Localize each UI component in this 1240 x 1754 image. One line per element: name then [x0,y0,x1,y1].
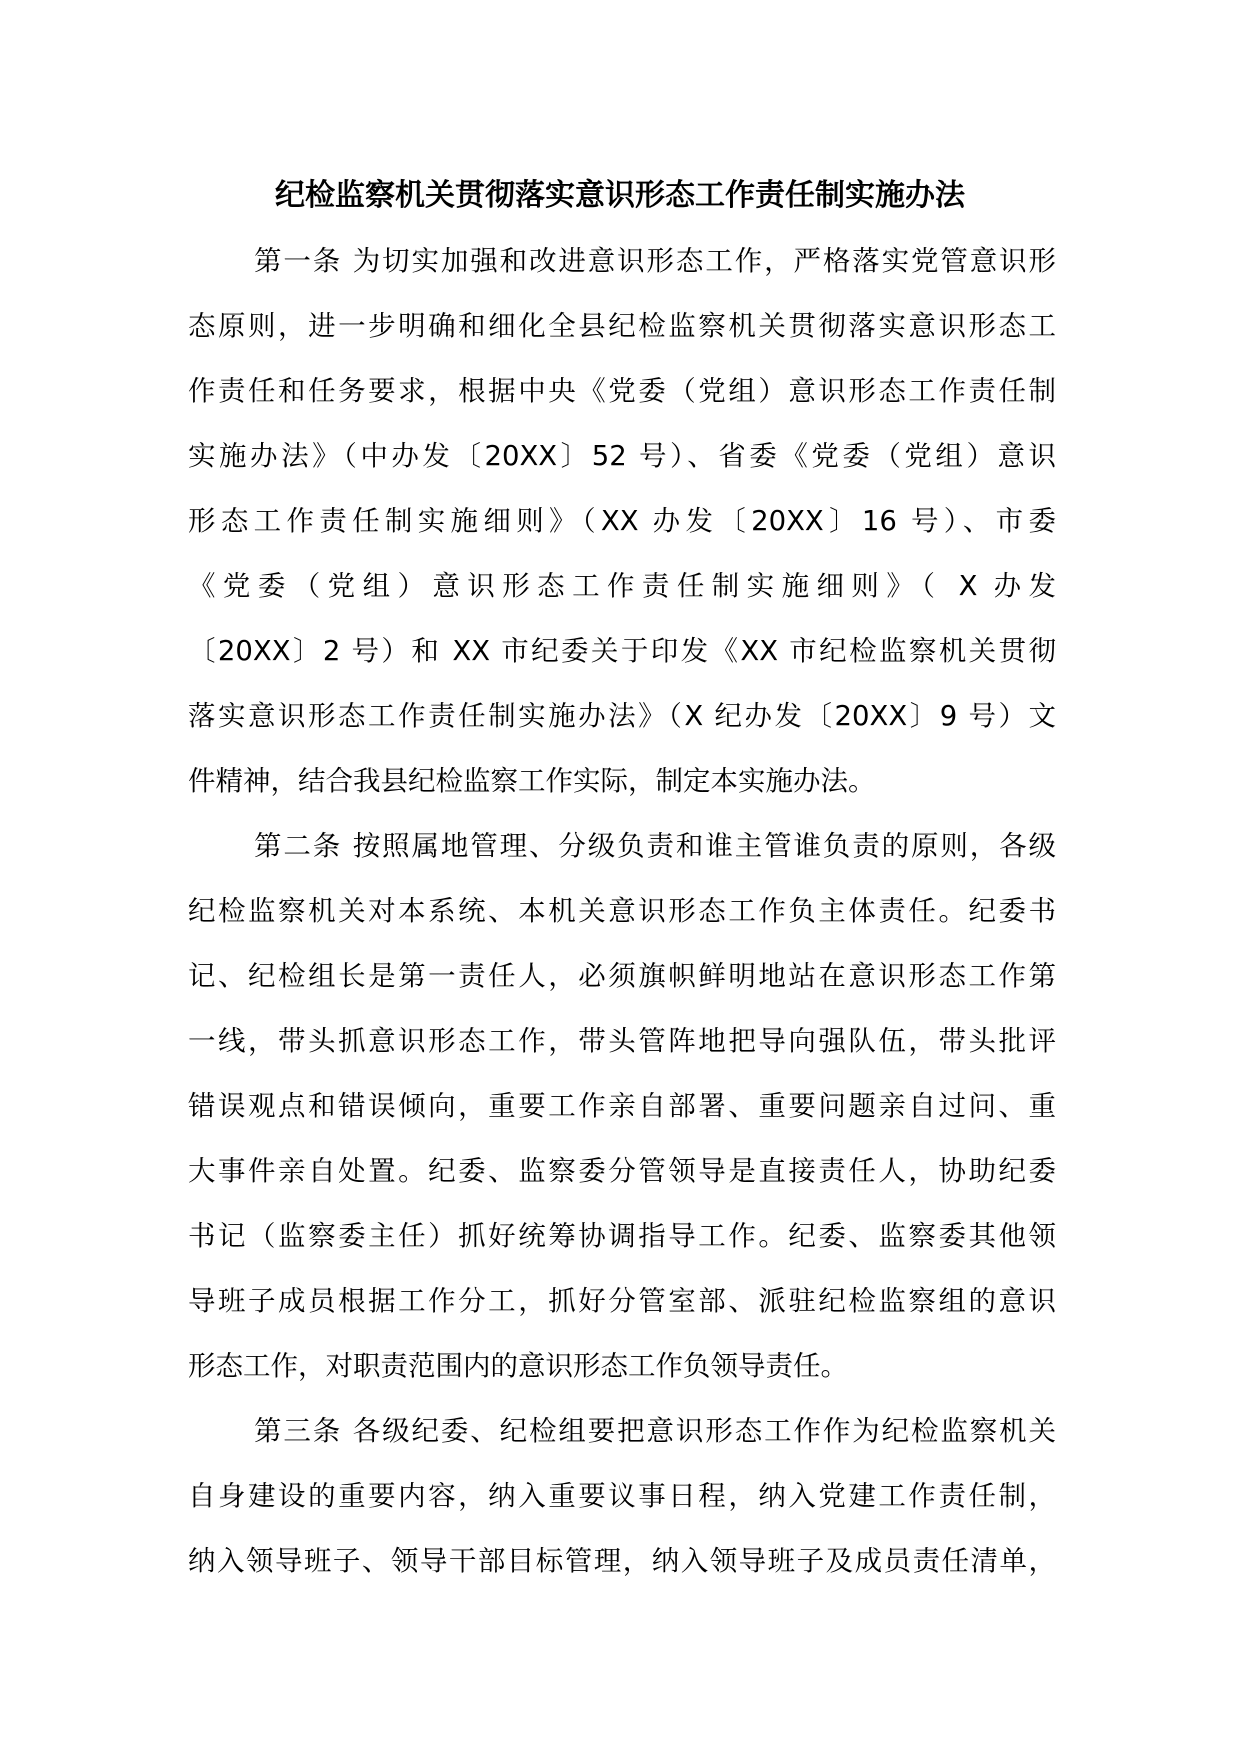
paragraph-line: 导班子成员根据工作分工，抓好分管室部、派驻纪检监察组的意识 [188,1285,1056,1317]
paragraph-line: 态原则，进一步明确和细化全县纪检监察机关贯彻落实意识形态工 [188,310,1056,342]
paragraph-line: 纳入领导班子、领导干部目标管理，纳入领导班子及成员责任清单， [188,1545,1056,1577]
paragraph-2 [188,814,1056,1399]
paragraph-line: 大事件亲自处置。纪委、监察委分管领导是直接责任人，协助纪委 [188,1155,1056,1187]
paragraph-line: 落实意识形态工作责任制实施办法》（X 纪办发〔20XX〕9 号）文 [188,700,1056,732]
paragraph-line: 《党委（党组）意识形态工作责任制实施细则》（ X 办发 [188,570,1056,602]
paragraph-line: 第一条 为切实加强和改进意识形态工作，严格落实党管意识形 [254,245,1056,277]
paragraph-line: 自身建设的重要内容，纳入重要议事日程，纳入党建工作责任制， [188,1480,1056,1512]
paragraph-line: 件精神，结合我县纪检监察工作实际，制定本实施办法。 [188,765,876,797]
paragraph-3 [188,1399,1056,1594]
paragraph-line: 一线，带头抓意识形态工作，带头管阵地把导向强队伍，带头批评 [188,1025,1056,1057]
paragraph-line: 实施办法》（中办发〔20XX〕52 号）、省委《党委（党组）意识 [188,440,1056,472]
paragraph-line: 作责任和任务要求，根据中央《党委（党组）意识形态工作责任制 [188,375,1056,407]
paragraph-1 [188,229,1056,814]
document-title: 纪检监察机关贯彻落实意识形态工作责任制实施办法 [275,178,965,213]
paragraph-line: 第二条 按照属地管理、分级负责和谁主管谁负责的原则，各级 [254,830,1056,862]
document-body [188,229,1056,1594]
paragraph-line: 纪检监察机关对本系统、本机关意识形态工作负主体责任。纪委书 [188,895,1056,927]
paragraph-line: 形态工作责任制实施细则》（XX 办发〔20XX〕16 号）、市委 [188,505,1056,537]
paragraph-line: 形态工作，对职责范围内的意识形态工作负领导责任。 [188,1350,848,1382]
paragraph-line: 错误观点和错误倾向，重要工作亲自部署、重要问题亲自过问、重 [188,1090,1056,1122]
paragraph-line: 〔20XX〕2 号）和 XX 市纪委关于印发《XX 市纪检监察机关贯彻 [188,635,1056,667]
paragraph-line: 书记（监察委主任）抓好统筹协调指导工作。纪委、监察委其他领 [188,1220,1056,1252]
paragraph-line: 第三条 各级纪委、纪检组要把意识形态工作作为纪检监察机关 [254,1415,1056,1447]
paragraph-line: 记、纪检组长是第一责任人，必须旗帜鲜明地站在意识形态工作第 [188,960,1056,992]
